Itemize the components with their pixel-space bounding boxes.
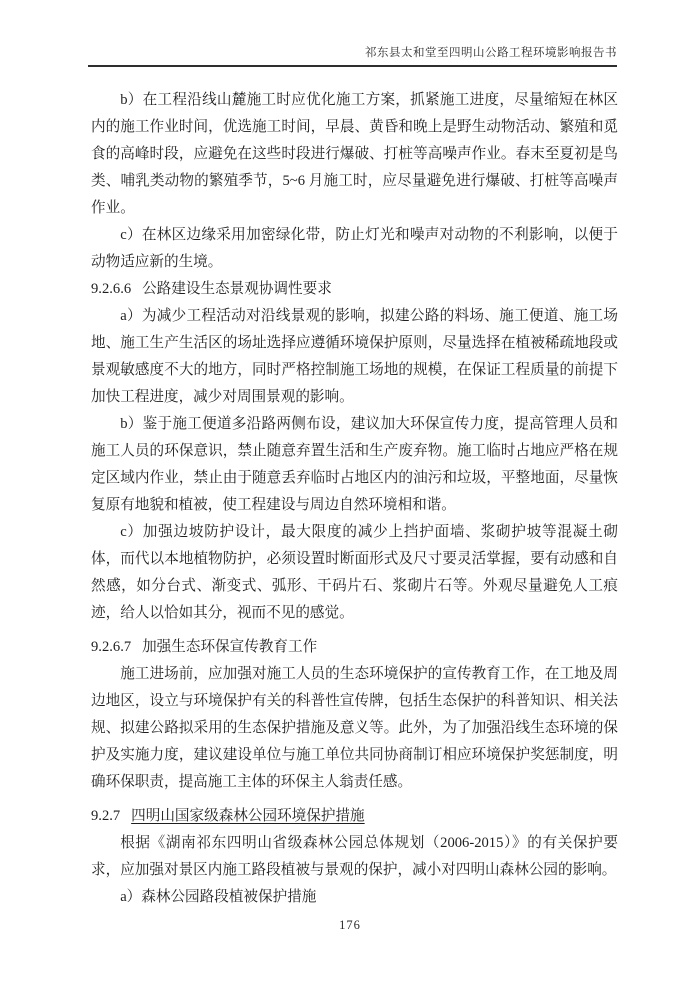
document-body [91, 87, 618, 911]
paragraph-slope-protection: c）加强边坡防护设计，最大限度的减少上挡护面墙、浆砌护坡等混凝土砌体，而代以本地植物防护，必须设置时断面形式及尺寸要灵活掌握，要有动感和自然感，如分台式、渐变式、弧形、干码片石、浆砌片石等。外观尽量避免人工痕迹，给人以恰如其分，视而不见的感觉。 [91, 524, 618, 621]
section-number: 9.2.7 [91, 808, 121, 824]
page-footer [0, 918, 700, 933]
page-number: 176 [339, 918, 361, 932]
paragraph-education: 施工进场前，应加强对施工人员的生态环境保护的宣传教育工作，在工地及周边地区，设立与环境保护有关的科普性宣传牌，包括生态保护的科普知识、相关法规、拟建公路拟采用的生态保护措施及意义等。此外，为了加强沿线生态环境的保护及实施力度，建议建设单位与施工单位共同协商制订相应环境保护奖惩制度，明确环保职责，提高施工主体的环保主人翁责任感。 [91, 666, 618, 790]
section-number: 9.2.6.7 [91, 639, 132, 655]
paragraph-access-roads: b）鉴于施工便道多沿路两侧布设，建议加大环保宣传力度，提高管理人员和施工人员的环保意识，禁止随意弃置生活和生产废弃物。施工临时占地应严格在规定区域内作业，禁止由于随意丢弃临时占地区内的油污和垃圾，平整地面，尽量恢复原有地貌和植被，使工程建设与周边自然环境相和谐。 [91, 416, 618, 513]
section-title: 加强生态环保宣传教育工作 [142, 639, 318, 655]
section-title: 四明山国家级森林公园环境保护措施 [131, 808, 365, 824]
section-heading-9-2-6-7 [91, 634, 618, 661]
section-title: 公路建设生态景观协调性要求 [142, 281, 332, 297]
report-title: 祁东县太和堂至四明山公路工程环境影响报告书 [365, 47, 617, 59]
section-number: 9.2.6.6 [91, 281, 132, 297]
paragraph-site-selection: a）为减少工程活动对沿线景观的影响，拟建公路的料场、施工便道、施工场地、施工生产生活区的场址选择应遵循环境保护原则，尽量选择在植被稀疏地段或景观敏感度不大的地方，同时严格控制施工场地的规模，在保证工程质量的前提下加快工程进度，减少对周围景观的影响。 [91, 308, 618, 405]
page-header [88, 44, 617, 67]
section-heading-9-2-7 [91, 803, 618, 830]
paragraph-green-belt: c）在林区边缘采用加密绿化带，防止灯光和噪声对动物的不利影响，以便于动物适应新的生境。 [91, 227, 618, 270]
section-heading-9-2-6-6 [91, 276, 618, 303]
paragraph-forest-park-plan: 根据《湖南祁东四明山省级森林公园总体规划（2006-2015）》的有关保护要求，应加强对景区内施工路段植被与景观的保护，减小对四明山森林公园的影响。 [91, 835, 618, 878]
paragraph-construction-timing: b）在工程沿线山麓施工时应优化施工方案，抓紧施工进度，尽量缩短在林区内的施工作业时间，优选施工时间，早晨、黄昏和晚上是野生动物活动、繁殖和觅食的高峰时段，应避免在这些时段进行爆破、打桩等高噪声作业。春末至夏初是鸟类、哺乳类动物的繁殖季节，5~6 月施工时，应尽量避免进行爆破、打桩等高噪声作业。 [91, 92, 618, 216]
paragraph-vegetation-protection: a）森林公园路段植被保护措施 [120, 889, 317, 905]
